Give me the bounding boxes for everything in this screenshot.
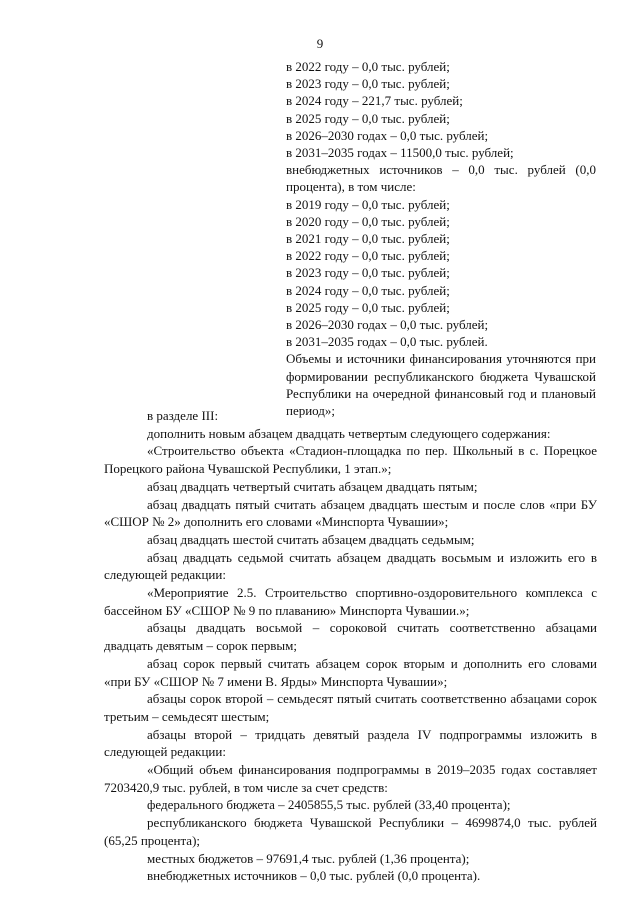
paragraph: республиканского бюджета Чувашской Республики – 4699874,0 тыс. рублей (65,25 процента);	[104, 815, 597, 848]
offbudget-total: внебюджетных источников – 0,0 тыс. рублей (0,0 процента), в том числе:	[286, 162, 596, 195]
funding-line: в 2022 году – 0,0 тыс. рублей;	[286, 59, 450, 74]
page-number: 9	[316, 36, 324, 51]
paragraph: «Строительство объекта «Стадион-площадка по пер. Школьный в с. Порецкое Порецкого района Чувашской Республики, 1 этап.»;	[104, 443, 597, 477]
paragraph: абзац двадцать седьмой считать абзацем двадцать восьмым и изложить его в следующей редакции:	[104, 549, 597, 583]
funding-line: в 2023 году – 0,0 тыс. рублей;	[286, 265, 450, 281]
paragraph: местных бюджетов – 97691,4 тыс. рублей (1,36 процента);	[147, 850, 470, 866]
funding-closing-note: Объемы и источники финансирования уточняются при формировании республиканского бюджета Чувашской Республики на очередной финансовый год и плановый период»;	[286, 351, 596, 419]
paragraph: абзац двадцать шестой считать абзацем двадцать седьмым;	[147, 531, 475, 547]
funding-line: в 2020 году – 0,0 тыс. рублей;	[286, 213, 450, 229]
main-text	[104, 407, 597, 885]
funding-line: в 2022 году – 0,0 тыс. рублей;	[286, 248, 450, 264]
funding-line: в 2024 году – 0,0 тыс. рублей;	[286, 282, 450, 298]
funding-by-year-block	[286, 58, 596, 419]
funding-line: в 2031–2035 годах – 11500,0 тыс. рублей;	[286, 145, 514, 161]
paragraph: внебюджетных источников – 0,0 тыс. рублей (0,0 процента).	[147, 868, 481, 884]
paragraph: дополнить новым абзацем двадцать четвертым следующего содержания:	[147, 425, 551, 441]
funding-line: в 2026–2030 годах – 0,0 тыс. рублей;	[286, 127, 489, 143]
funding-line: в 2026–2030 годах – 0,0 тыс. рублей;	[286, 317, 489, 333]
paragraph: в разделе III:	[147, 408, 219, 423]
paragraph: абзацы двадцать восьмой – сороковой считать соответственно абзацами двадцать девятым – сорок первым;	[104, 620, 597, 654]
paragraph: абзацы второй – тридцать девятый раздела IV подпрограммы изложить в следующей редакции:	[104, 726, 597, 760]
paragraph: федерального бюджета – 2405855,5 тыс. рублей (33,40 процента);	[147, 797, 511, 813]
funding-line: в 2025 году – 0,0 тыс. рублей;	[286, 299, 450, 315]
paragraph: «Мероприятие 2.5. Строительство спортивно-оздоровительного комплекса с бассейном БУ «СШОР № 9 по плаванию» Минспорта Чувашии.»;	[104, 585, 597, 618]
funding-line: в 2019 году – 0,0 тыс. рублей;	[286, 196, 450, 212]
funding-line: в 2025 году – 0,0 тыс. рублей;	[286, 110, 450, 126]
paragraph: «Общий объем финансирования подпрограммы в 2019–2035 годах составляет 7203420,9 тыс. рублей, в том числе за счет средств:	[104, 762, 597, 795]
paragraph: абзац двадцать пятый считать абзацем двадцать шестым и после слов «при БУ «СШОР № 2» дополнить его словами «Минспорта Чувашии»;	[104, 496, 597, 530]
funding-line: в 2024 году – 221,7 тыс. рублей;	[286, 93, 463, 109]
paragraph: абзац двадцать четвертый считать абзацем двадцать пятым;	[147, 478, 478, 494]
funding-line: в 2031–2035 годах – 0,0 тыс. рублей.	[286, 334, 488, 350]
funding-line: в 2021 году – 0,0 тыс. рублей;	[286, 231, 450, 247]
funding-line: в 2023 году – 0,0 тыс. рублей;	[286, 76, 450, 92]
paragraph: абзацы сорок второй – семьдесят пятый считать соответственно абзацами сорок третьим – семьдесят шестым;	[104, 691, 597, 724]
paragraph: абзац сорок первый считать абзацем сорок вторым и дополнить его словами «при БУ «СШОР № 7 имени В. Ярды» Минспорта Чувашии»;	[104, 655, 597, 689]
